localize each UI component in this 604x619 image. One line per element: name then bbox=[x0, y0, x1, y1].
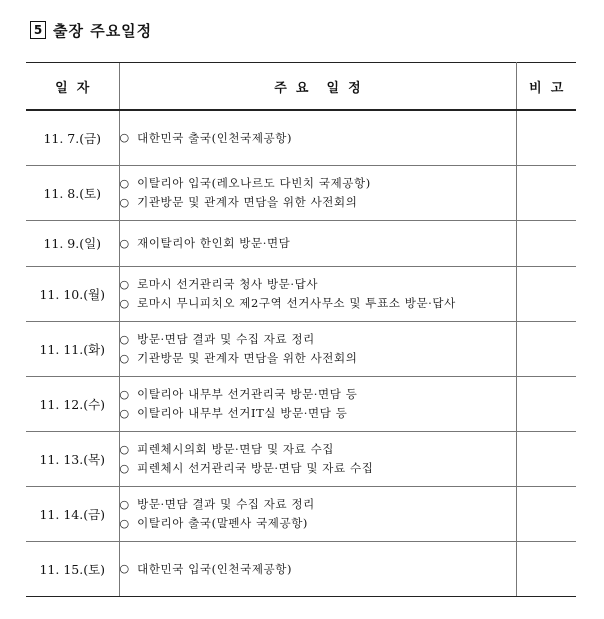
table-row bbox=[26, 266, 576, 321]
circle-bullet-icon: ○ bbox=[119, 442, 130, 456]
schedule-item-text: 대한민국 출국(인천국제공항) bbox=[137, 130, 293, 145]
row-schedule-items bbox=[119, 486, 516, 541]
section-heading bbox=[30, 19, 152, 41]
schedule-item bbox=[120, 275, 516, 294]
schedule-item bbox=[120, 128, 516, 147]
circle-bullet-icon: ○ bbox=[119, 176, 130, 190]
schedule-item-text: 재이탈리아 한인회 방문·면담 bbox=[137, 236, 291, 250]
schedule-item bbox=[120, 495, 516, 514]
table-header-row bbox=[26, 63, 576, 111]
row-date: 11. 8.(토) bbox=[26, 165, 119, 220]
circle-bullet-icon: ○ bbox=[119, 131, 130, 145]
schedule-item-text: 기관방문 및 관계자 면담을 위한 사전회의 bbox=[137, 351, 358, 365]
schedule-item-text: 로마시 무니피치오 제2구역 선거사무소 및 투표소 방문·답사 bbox=[137, 296, 456, 310]
circle-bullet-icon: ○ bbox=[119, 195, 130, 209]
row-remark bbox=[516, 431, 576, 486]
schedule-item-text: 기관방문 및 관계자 면담을 위한 사전회의 bbox=[137, 195, 358, 209]
schedule-item bbox=[120, 404, 516, 423]
schedule-item-text: 대한민국 입국(인천국제공항) bbox=[137, 561, 293, 576]
row-date: 11. 11.(화) bbox=[26, 321, 119, 376]
schedule-item bbox=[120, 193, 516, 212]
circle-bullet-icon: ○ bbox=[119, 351, 130, 365]
row-date: 11. 13.(목) bbox=[26, 431, 119, 486]
table-row bbox=[26, 165, 576, 220]
row-schedule-items bbox=[119, 321, 516, 376]
row-remark bbox=[516, 376, 576, 431]
table-row bbox=[26, 321, 576, 376]
circle-bullet-icon: ○ bbox=[119, 497, 130, 511]
schedule-item bbox=[120, 174, 516, 193]
schedule-item-text: 이탈리아 입국(레오나르도 다빈치 국제공항) bbox=[137, 176, 371, 190]
schedule-item bbox=[120, 459, 516, 478]
row-schedule-items bbox=[119, 376, 516, 431]
row-remark bbox=[516, 266, 576, 321]
schedule-item bbox=[120, 385, 516, 404]
schedule-item bbox=[120, 349, 516, 368]
circle-bullet-icon: ○ bbox=[119, 461, 130, 475]
circle-bullet-icon: ○ bbox=[119, 332, 130, 346]
row-schedule-items bbox=[119, 266, 516, 321]
schedule-item-text: 방문·면담 결과 및 수집 자료 정리 bbox=[137, 497, 315, 511]
row-date: 11. 9.(일) bbox=[26, 220, 119, 266]
circle-bullet-icon: ○ bbox=[119, 387, 130, 401]
schedule-table bbox=[26, 62, 576, 597]
schedule-item bbox=[120, 330, 516, 349]
table-row bbox=[26, 376, 576, 431]
row-remark bbox=[516, 541, 576, 596]
row-date: 11. 7.(금) bbox=[26, 110, 119, 165]
row-date: 11. 12.(수) bbox=[26, 376, 119, 431]
schedule-item-text: 이탈리아 내무부 선거관리국 방문·면담 등 bbox=[137, 387, 358, 401]
row-date: 11. 15.(토) bbox=[26, 541, 119, 596]
schedule-item-text: 이탈리아 내무부 선거IT실 방문·면담 등 bbox=[137, 406, 348, 420]
table-row bbox=[26, 541, 576, 596]
circle-bullet-icon: ○ bbox=[119, 296, 130, 310]
schedule-item bbox=[120, 440, 516, 459]
table-row bbox=[26, 110, 576, 165]
schedule-item-text: 로마시 선거관리국 청사 방문·답사 bbox=[137, 277, 319, 291]
row-remark bbox=[516, 110, 576, 165]
circle-bullet-icon: ○ bbox=[119, 406, 130, 420]
section-title: 출장 주요일정 bbox=[53, 21, 153, 40]
row-schedule-items bbox=[119, 165, 516, 220]
row-remark bbox=[516, 220, 576, 266]
table-row bbox=[26, 431, 576, 486]
schedule-item-text: 방문·면담 결과 및 수집 자료 정리 bbox=[137, 332, 315, 346]
schedule-item bbox=[120, 559, 516, 578]
header-date: 일 자 bbox=[26, 63, 119, 111]
section-number-box: 5 bbox=[30, 21, 46, 39]
row-remark bbox=[516, 486, 576, 541]
schedule-item-text: 피렌체시 선거관리국 방문·면담 및 자료 수집 bbox=[137, 461, 374, 475]
circle-bullet-icon: ○ bbox=[119, 562, 130, 575]
table-row bbox=[26, 486, 576, 541]
circle-bullet-icon: ○ bbox=[119, 277, 130, 291]
table-row bbox=[26, 220, 576, 266]
row-remark bbox=[516, 321, 576, 376]
row-schedule-items bbox=[119, 431, 516, 486]
schedule-item bbox=[120, 234, 516, 253]
schedule-item-text: 이탈리아 출국(말펜사 국제공항) bbox=[137, 516, 309, 530]
row-date: 11. 10.(월) bbox=[26, 266, 119, 321]
row-schedule-items bbox=[119, 220, 516, 266]
header-remarks: 비 고 bbox=[516, 63, 576, 111]
schedule-item bbox=[120, 514, 516, 533]
circle-bullet-icon: ○ bbox=[119, 516, 130, 530]
schedule-body bbox=[26, 110, 576, 596]
row-schedule-items bbox=[119, 110, 516, 165]
row-schedule-items bbox=[119, 541, 516, 596]
row-date: 11. 14.(금) bbox=[26, 486, 119, 541]
row-remark bbox=[516, 165, 576, 220]
schedule-item-text: 피렌체시의회 방문·면담 및 자료 수집 bbox=[137, 442, 335, 456]
header-schedule: 주 요 일 정 bbox=[119, 63, 516, 111]
circle-bullet-icon: ○ bbox=[119, 236, 130, 250]
schedule-item bbox=[120, 294, 516, 313]
